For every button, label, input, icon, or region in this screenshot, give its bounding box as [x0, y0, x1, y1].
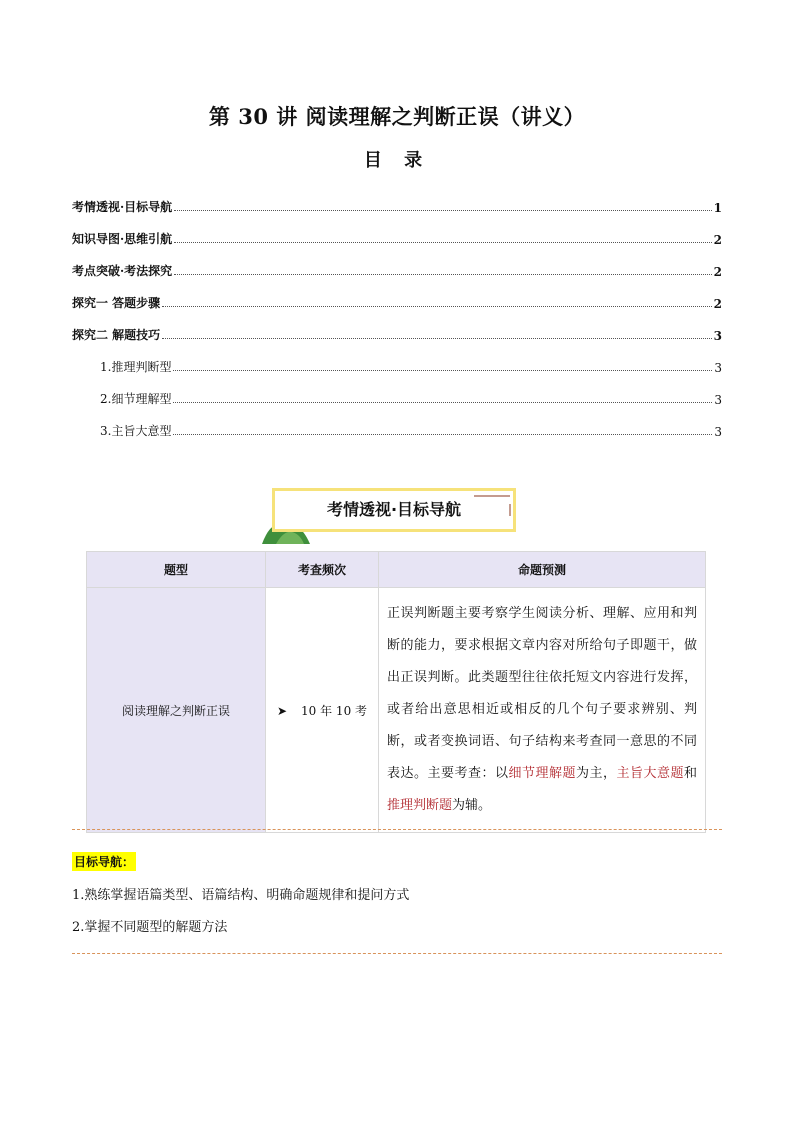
header-frequency: 考查频次 — [266, 552, 379, 588]
frequency-text: 10 年 10 考 — [301, 703, 368, 718]
section-banner — [272, 488, 522, 536]
highlight-main-idea: 主旨大意题 — [616, 766, 684, 781]
toc-item-label: 2.细节理解型 — [100, 392, 172, 406]
toc-heading: 目 录 — [363, 150, 431, 171]
header-type: 题型 — [87, 552, 266, 588]
toc-item-label: 知识导图·思维引航 — [72, 232, 173, 246]
toc-leader — [173, 433, 712, 435]
goal-item-1: 1.熟练掌握语篇类型、语篇结构、明确命题规律和提问方式 — [72, 888, 410, 903]
prediction-focus-1: 主要考查：以 — [427, 766, 509, 781]
toc-item[interactable] — [72, 279, 722, 311]
prediction-focus-2: 为主， — [575, 766, 617, 781]
toc-item[interactable] — [72, 311, 722, 343]
cell-type: 阅读理解之判断正误 — [87, 588, 266, 833]
divider-top — [72, 829, 722, 830]
cell-prediction — [379, 588, 706, 833]
toc-item[interactable] — [72, 247, 722, 279]
goal-item-2: 2.掌握不同题型的解题方法 — [72, 920, 228, 935]
prediction-focus-4: 为辅。 — [452, 798, 492, 813]
toc-item[interactable] — [72, 375, 722, 407]
prediction-main: 正误判断题主要考察学生阅读分析、理解、应用和判断的能力，要求根据文章内容对所给句子即题干，做出正误判断。此类题型往往依托短文内容进行发挥，或者给出意思相近或相反的几个句子要求辨别、判断，或者变换词语、句子结构来考查同一意思的不同表达。 — [387, 606, 697, 781]
table-of-contents — [72, 183, 722, 439]
exam-info-table — [86, 551, 706, 833]
toc-leader — [173, 401, 712, 403]
page-title: 第 30 讲 阅读理解之判断正误（讲义） — [208, 104, 586, 129]
prediction-focus-3: 和 — [683, 766, 697, 781]
toc-item[interactable] — [72, 215, 722, 247]
highlight-inference: 推理判断题 — [387, 798, 453, 813]
toc-leader — [174, 241, 711, 243]
toc-item-page: 1 — [713, 201, 722, 215]
toc-item-label: 3.主旨大意型 — [100, 424, 172, 438]
toc-leader — [162, 305, 711, 307]
arrow-bullet-icon: ➤ — [276, 703, 288, 718]
toc-item-page: 2 — [713, 297, 722, 311]
toc-item[interactable] — [72, 343, 722, 375]
toc-leader — [162, 337, 711, 339]
toc-item[interactable] — [72, 183, 722, 215]
toc-item-label: 1.推理判断型 — [100, 360, 172, 374]
toc-leader — [174, 273, 711, 275]
toc-item-page: 2 — [713, 265, 722, 279]
header-prediction: 命题预测 — [379, 552, 706, 588]
toc-item[interactable] — [72, 407, 722, 439]
highlight-detail: 细节理解题 — [508, 766, 576, 781]
banner-text: 考情透视·目标导航 — [326, 500, 462, 519]
divider-bottom — [72, 953, 722, 954]
toc-leader — [173, 369, 712, 371]
toc-item-label: 考情透视·目标导航 — [72, 200, 173, 214]
goals-label: 目标导航： — [72, 852, 136, 871]
table-row — [87, 588, 706, 833]
toc-item-page: 3 — [714, 393, 722, 407]
toc-item-page: 3 — [714, 361, 722, 375]
table-header-row — [87, 552, 706, 588]
cell-frequency — [266, 588, 379, 833]
toc-item-label: 探究一 答题步骤 — [72, 296, 161, 310]
toc-item-page: 2 — [713, 233, 722, 247]
toc-item-page: 3 — [714, 425, 722, 439]
toc-item-label: 考点突破·考法探究 — [72, 264, 173, 278]
toc-item-label: 探究二 解题技巧 — [72, 328, 161, 342]
toc-item-page: 3 — [713, 329, 722, 343]
toc-leader — [174, 209, 711, 211]
